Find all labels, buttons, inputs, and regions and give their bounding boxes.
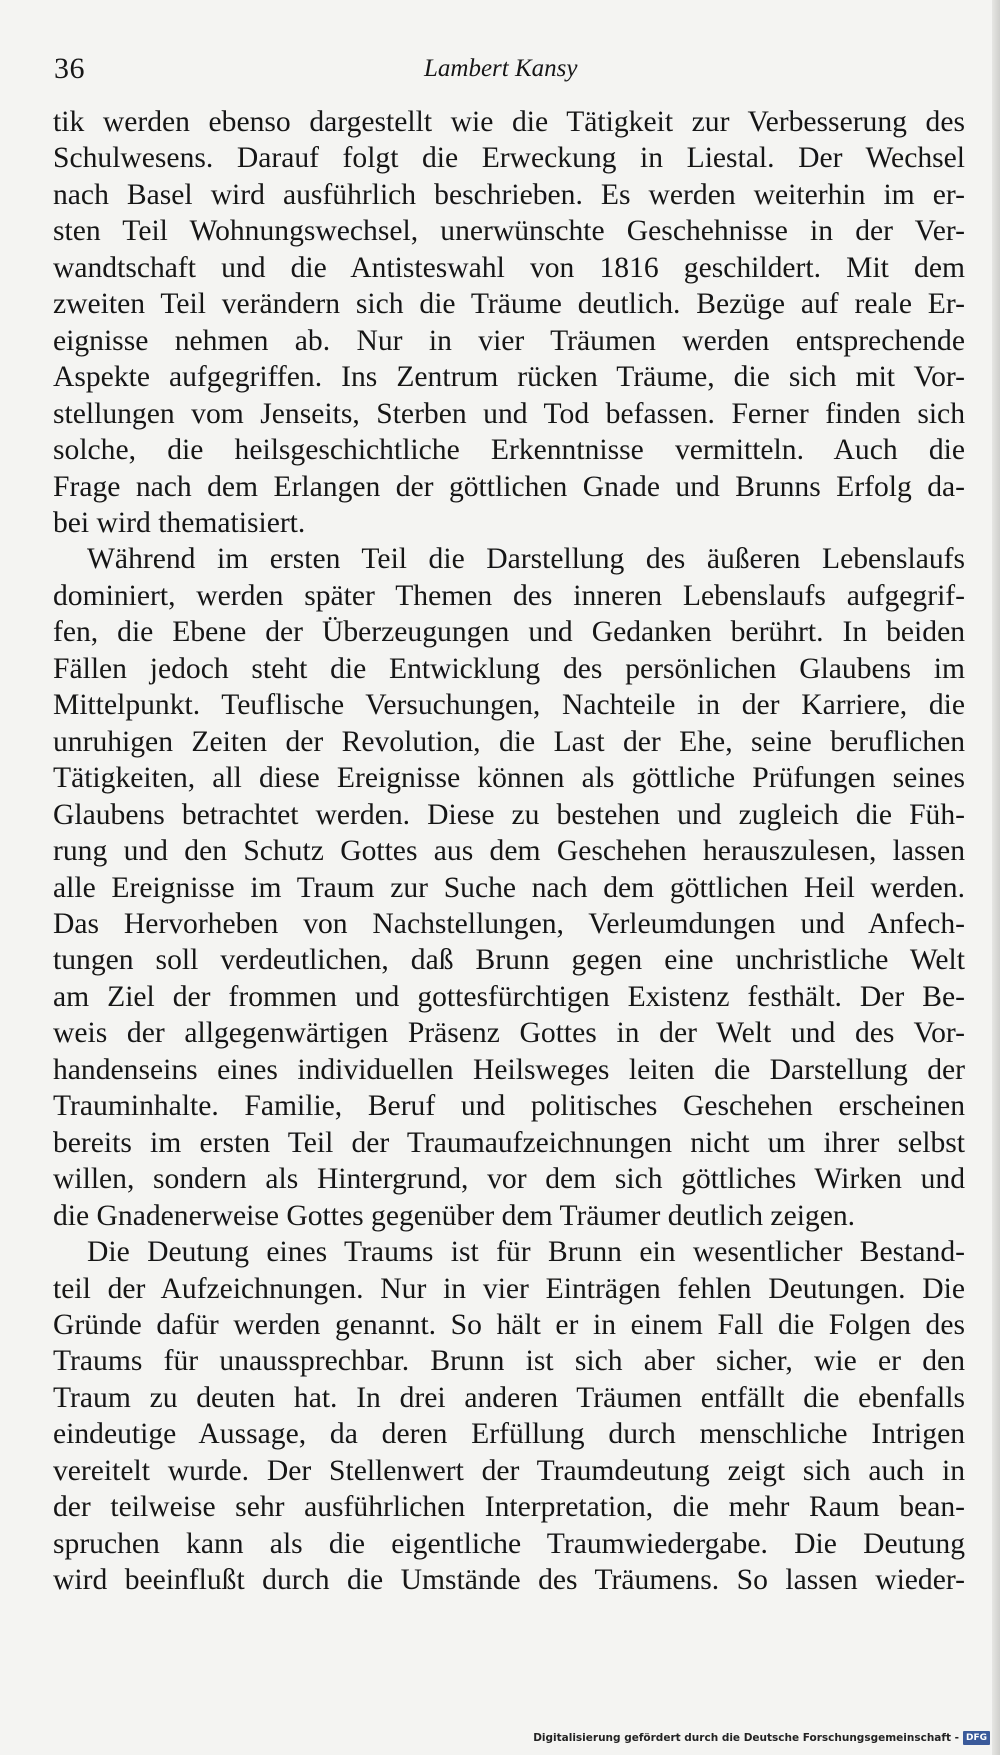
text-line: Fällen jedoch steht die Entwicklung des persönlichen Glaubens im xyxy=(53,652,965,685)
text-line: eignisse nehmen ab. Nur in vier Träumen werden entsprechende xyxy=(53,324,965,357)
text-line: Gründe dafür werden genannt. So hält er in einem Fall die Folgen des xyxy=(53,1308,965,1341)
body-text xyxy=(53,104,965,1599)
text-line: Traum zu deuten hat. In drei anderen Träumen entfällt die ebenfalls xyxy=(53,1381,965,1414)
page-header xyxy=(54,52,870,92)
text-line: Trauminhalte. Familie, Beruf und politisches Geschehen erscheinen xyxy=(53,1090,965,1123)
page-edge xyxy=(992,0,1000,1755)
text-line: vereitelt wurde. Der Stellenwert der Traumdeutung zeigt sich auch in xyxy=(53,1454,965,1487)
paragraph-end-line: bei wird thematisiert. xyxy=(53,506,306,539)
text-line: spruchen kann als die eigentliche Traumwiedergabe. Die Deutung xyxy=(53,1527,965,1560)
text-line: sten Teil Wohnungswechsel, unerwünschte Geschehnisse in der Ver- xyxy=(53,215,965,248)
text-line: tungen soll verdeutlichen, daß Brunn gegen eine unchristliche Welt xyxy=(53,944,965,977)
text-line: wird beeinflußt durch die Umstände des Träumens. So lassen wieder- xyxy=(53,1564,965,1597)
text-line: Mittelpunkt. Teuflische Versuchungen, Nachteile in der Karriere, die xyxy=(53,689,965,722)
text-line: Frage nach dem Erlangen der göttlichen Gnade und Brunns Erfolg da- xyxy=(53,470,965,503)
text-line: teil der Aufzeichnungen. Nur in vier Einträgen fehlen Deutungen. Die xyxy=(53,1272,965,1305)
text-line: tik werden ebenso dargestellt wie die Tätigkeit zur Verbesserung des xyxy=(53,106,965,138)
paragraph-start-line: Während im ersten Teil die Darstellung des äußeren Lebenslaufs xyxy=(87,543,965,576)
text-line: nach Basel wird ausführlich beschrieben. Es werden weiterhin im er- xyxy=(53,178,965,211)
text-line: unruhigen Zeiten der Revolution, die Last der Ehe, seine beruflichen xyxy=(53,725,965,758)
paragraph-end-line: die Gnadenerweise Gottes gegenüber dem Träumer deutlich zeigen. xyxy=(53,1199,856,1232)
text-line: eindeutige Aussage, da deren Erfüllung durch menschliche Intrigen xyxy=(53,1418,965,1451)
text-line: fen, die Ebene der Überzeugungen und Gedanken berührt. In beiden xyxy=(53,616,965,649)
text-line: solche, die heilsgeschichtliche Erkenntnisse vermitteln. Auch die xyxy=(53,434,965,467)
dfg-logo: DFG xyxy=(963,1731,990,1745)
text-line: stellungen vom Jenseits, Sterben und Tod befassen. Ferner finden sich xyxy=(53,397,965,430)
text-line: handenseins eines individuellen Heilsweges leiten die Darstellung der xyxy=(53,1053,965,1086)
text-line: alle Ereignisse im Traum zur Suche nach dem göttlichen Heil werden. xyxy=(53,871,965,904)
text-line: Traums für unaussprechbar. Brunn ist sich aber sicher, wie er den xyxy=(53,1345,965,1378)
text-line: zweiten Teil verändern sich die Träume deutlich. Bezüge auf reale Er- xyxy=(53,288,965,321)
page-number: 36 xyxy=(54,52,85,85)
text-line: willen, sondern als Hintergrund, vor dem sich göttliches Wirken und xyxy=(53,1163,965,1196)
paragraph-start-line: Die Deutung eines Traums ist für Brunn ein wesentlicher Bestand- xyxy=(87,1236,965,1269)
text-line: Glaubens betrachtet werden. Diese zu bestehen und zugleich die Füh- xyxy=(53,798,965,831)
text-line: Tätigkeiten, all diese Ereignisse können als göttliche Prüfungen seines xyxy=(53,762,965,795)
text-line: Das Hervorheben von Nachstellungen, Verleumdungen und Anfech- xyxy=(53,907,965,940)
text-line: dominiert, werden später Themen des inneren Lebenslaufs aufgegrif- xyxy=(53,579,965,612)
digitization-credit xyxy=(533,1729,990,1747)
credit-text: Digitalisierung gefördert durch die Deutsche Forschungsgemeinschaft - xyxy=(533,1732,959,1744)
text-line: der teilweise sehr ausführlichen Interpretation, die mehr Raum bean- xyxy=(53,1491,965,1524)
text-line: rung und den Schutz Gottes aus dem Geschehen herauszulesen, lassen xyxy=(53,835,965,868)
text-line: Schulwesens. Darauf folgt die Erweckung in Liestal. Der Wechsel xyxy=(53,142,965,175)
text-line: weis der allgegenwärtigen Präsenz Gottes in der Welt und des Vor- xyxy=(53,1017,965,1050)
running-head: Lambert Kansy xyxy=(424,55,578,82)
text-line: wandtschaft und die Antisteswahl von 1816 geschildert. Mit dem xyxy=(53,251,965,284)
text-line: Aspekte aufgegriffen. Ins Zentrum rücken Träume, die sich mit Vor- xyxy=(53,361,965,394)
text-line: am Ziel der frommen und gottesfürchtigen Existenz festhält. Der Be- xyxy=(53,980,965,1013)
text-line: bereits im ersten Teil der Traumaufzeichnungen nicht um ihrer selbst xyxy=(53,1126,965,1159)
